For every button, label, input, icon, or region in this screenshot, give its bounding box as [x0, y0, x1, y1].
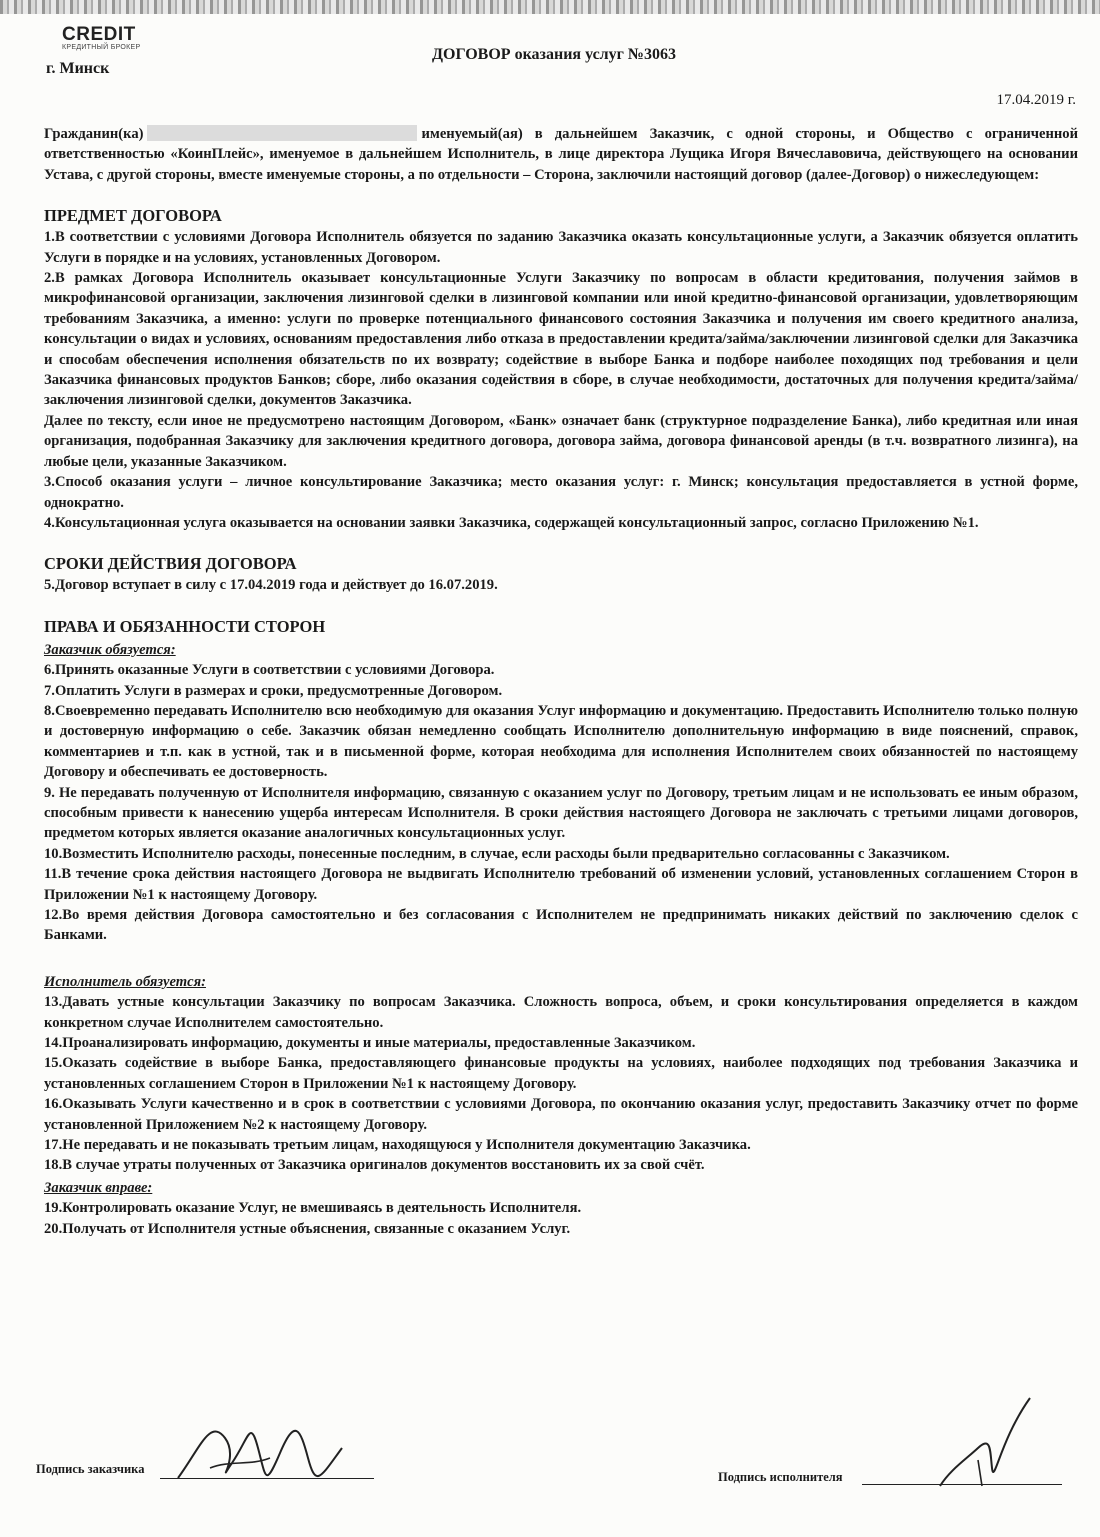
logo-name: CREDIT: [62, 24, 136, 45]
clause: 8.Своевременно передавать Исполнителю всю необходимую для оказания Услуг информацию и документацию. Предоставить Исполнителю только полную и достоверную информацию о себе. Заказчик обязан немедленно сообщать Исполнителю дополнительную информацию в виде пояснений, справок, комментариев и т.п. как в устной, так и в письменной форме, которая необходима для исполнения Исполнителем своих обязанностей по настоящему Договору и обеспечивать ее достоверность.: [44, 702, 1078, 781]
torn-paper-edge: [0, 0, 1100, 14]
section-heading-rights: ПРАВА И ОБЯЗАННОСТИ СТОРОН: [44, 616, 326, 636]
clause: 2.В рамках Договора Исполнитель оказывает консультационные Услуги Заказчику по вопросам в области кредитования, получения займов в микрофинансовой организации, заключения лизинговой сделки в лизинговой компании или иной кредитно-финансовой организации, удовлетворяющим требованиям Заказчика, а именно: услуги по проверке потенциального финансового состояния Заказчика и получения им своего кредитного анализа, консультации о видах и условиях, основаниям предоставления либо отказа в предоставлении кредита/займа/заключении лизинговой сделки для Заказчика и способам обеспечения исполнения обязательств по их возврату; содействие в выборе Банка и подборе наиболее походящих под требования и цели Заказчика финансовых продуктов Банков; сборе, либо оказания содействия в сборе, в случае необходимости, достаточных для получения кредита/займа/заключения лизинговой сделки, документов Заказчика.: [44, 270, 1078, 409]
clause: 13.Давать устные консультации Заказчику по вопросам Заказчика. Сложность вопроса, объем, и сроки консультирования определяется в каждом конкретном случае Исполнителем самостоятельно.: [44, 994, 1078, 1031]
clause: 1.В соответствии с условиями Договора Исполнитель обязуется по заданию Заказчика оказать консультационные услуги, а Заказчик обязуется оплатить Услуги в порядке и на условиях, установленных Договором.: [44, 229, 1078, 266]
executor-signature: [930, 1390, 1040, 1500]
subheading-executor-obliged: Исполнитель обязуется:: [44, 973, 206, 990]
clause: Далее по тексту, если иное не предусмотрено настоящим Договором, «Банк» означает банк (структурное подразделение Банка), либо кредитная или иная организация, подобранная Заказчику для заключения кредитного договора, договора займа, договора финансовой аренды (в т.ч. возвратного лизинга), на любые цели, указанные Заказчиком.: [44, 412, 1078, 470]
company-logo: [62, 24, 140, 51]
clause: 15.Оказать содействие в выборе Банка, предоставляющего финансовые продукты на условиях, наиболее подходящих под требования Заказчика и установленных соглашением Сторон в Приложении №1 к настоящему Договору.: [44, 1055, 1078, 1092]
clause: 16.Оказывать Услуги качественно и в срок в соответствии с условиями Договора, по окончанию оказания услуг, предоставить Заказчику отчет по форме установленной Приложением №2 к настоящему Договору.: [44, 1096, 1078, 1133]
intro-paragraph: [44, 124, 1078, 185]
clause: 18.В случае утраты полученных от Заказчика оригиналов документов восстановить их за свой счёт.: [44, 1157, 705, 1174]
subheading-customer-rights: Заказчик вправе:: [44, 1179, 153, 1196]
customer-signature-label: Подпись заказчика: [36, 1462, 145, 1476]
logo-tagline: КРЕДИТНЫЙ БРОКЕР: [62, 44, 141, 51]
clause: 11.В течение срока действия настоящего Договора не выдвигать Исполнителю требований об изменении условий, установленных соглашением Сторон в Приложении №1 к настоящему Договору.: [44, 866, 1078, 903]
clause: 20.Получать от Исполнителя устные объяснения, связанные с оказанием Услуг.: [44, 1220, 571, 1237]
section-heading-term: СРОКИ ДЕЙСТВИЯ ДОГОВОРА: [44, 554, 297, 574]
subject-list: [44, 227, 1078, 533]
clause: 19.Контролировать оказание Услуг, не вмешиваясь в деятельность Исполнителя.: [44, 1200, 582, 1217]
document-date: 17.04.2019 г.: [996, 92, 1076, 108]
clause: 5.Договор вступает в силу с 17.04.2019 года и действует до 16.07.2019.: [44, 577, 498, 594]
clause: 6.Принять оказанные Услуги в соответствии с условиями Договора.: [44, 662, 495, 679]
section-heading-subject: ПРЕДМЕТ ДОГОВОРА: [44, 206, 222, 226]
clause: 9. Не передавать полученную от Исполнителя информацию, связанную с оказанием услуг по Договору, третьим лицам и не использовать ее иным образом, способным привести к нанесению ущерба интересам Исполнителя. В сроки действия настоящего Договора не заключать с третьими лицами договоров, предметом которых является оказание аналогичных консультационных услуг.: [44, 784, 1078, 842]
document-body: [44, 124, 1078, 1239]
clause: 7.Оплатить Услуги в размерах и сроки, предусмотренные Договором.: [44, 682, 503, 699]
clause: 17.Не передавать и не показывать третьим лицам, находящуюся у Исполнителя документацию Заказчика.: [44, 1137, 751, 1154]
document-title: ДОГОВОР оказания услуг №3063: [432, 46, 676, 63]
clause: 10.Возместить Исполнителю расходы, понесенные последним, в случае, если расходы были предварительно согласованны с Заказчиком.: [44, 845, 950, 862]
subheading-customer-obliged: Заказчик обязуется:: [44, 641, 176, 658]
clause: 14.Проанализировать информацию, документы и иные материалы, предоставленные Заказчиком.: [44, 1035, 696, 1052]
clause: 3.Способ оказания услуги – личное консультирование Заказчика; место оказания услуг: г. Минск; консультация предоставляется в устной форме, однократно.: [44, 474, 1078, 511]
intro-body: именуемый(ая) в дальнейшем Заказчик, с одной стороны, и Общество с ограниченной ответственностью «КоинПлейс», именуемое в дальнейшем Исполнитель, в лице директора Лущика Игоря Вячеславовича, действующего на основании Устава, с другой стороны, вместе именуемые стороны, а по отдельности – Сторона, заключили настоящий договор (далее-Договор) о нижеследующем:: [44, 126, 1078, 183]
clause: 4.Консультационная услуга оказывается на основании заявки Заказчика, содержащей консультационный запрос, согласно Приложению №1.: [44, 514, 979, 531]
clause: 12.Во время действия Договора самостоятельно и без согласования с Исполнителем не предпринимать никаких действий по заключению сделок с Банками.: [44, 907, 1078, 944]
customer-signature: [170, 1408, 350, 1500]
intro-lead: Гражданин(ка): [44, 126, 144, 142]
executor-signature-label: Подпись исполнителя: [718, 1470, 843, 1484]
city: г. Минск: [46, 60, 110, 77]
redacted-name: [147, 125, 417, 141]
